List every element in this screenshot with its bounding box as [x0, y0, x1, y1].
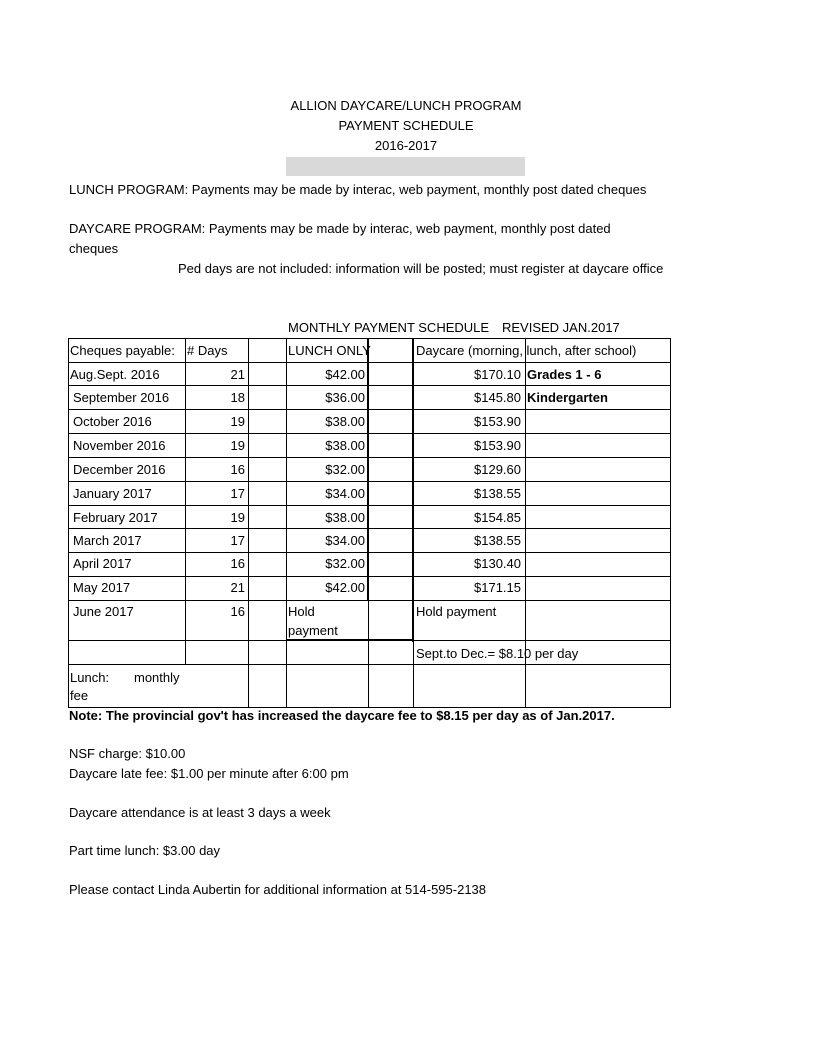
row-days: 19 [230, 438, 245, 453]
highlight-bar [286, 157, 525, 176]
row-lunch: $38.00 [325, 510, 365, 525]
row-days: 21 [230, 367, 245, 382]
row-daycare: $130.40 [474, 556, 521, 571]
row-month: October 2016 [73, 414, 152, 429]
nsf-charge: NSF charge: $10.00 [69, 746, 186, 761]
lunch-fee-fee: fee [70, 688, 89, 703]
school-year: 2016-2017 [374, 138, 438, 153]
schedule-heading: PAYMENT SCHEDULE [338, 118, 474, 133]
row-lunch: $32.00 [325, 462, 365, 477]
row-days: 17 [230, 533, 245, 548]
program-title: ALLION DAYCARE/LUNCH PROGRAM [290, 98, 522, 113]
daycare-payment-info: DAYCARE PROGRAM: Payments may be made by interac, web payment, monthly post dated [69, 221, 611, 236]
row-days: 18 [230, 390, 245, 405]
row-daycare: $145.80 [474, 390, 521, 405]
lunch-fee-label: Lunch: [70, 670, 110, 685]
late-fee: Daycare late fee: $1.00 per minute after 6:00 pm [69, 766, 349, 781]
lunch-hold: Hold [288, 604, 315, 619]
row-lunch: $34.00 [325, 486, 365, 501]
row-month: Aug.Sept. 2016 [70, 367, 160, 382]
row-month: November 2016 [73, 438, 166, 453]
row-month: December 2016 [73, 462, 166, 477]
row-month: April 2017 [73, 556, 132, 571]
row-daycare: $153.90 [474, 438, 521, 453]
row-days: 16 [230, 462, 245, 477]
row-lunch: $34.00 [325, 533, 365, 548]
row-month: September 2016 [73, 390, 170, 405]
lunch-fee-monthly: monthly [134, 670, 180, 685]
ped-days-note: Ped days are not included: information will be posted; must register at daycare office [178, 261, 664, 276]
row-lunch: $38.00 [325, 414, 365, 429]
row-daycare: $129.60 [474, 462, 521, 477]
row-month: February 2017 [73, 510, 158, 525]
contact-info: Please contact Linda Aubertin for additional information at 514-595-2138 [69, 882, 487, 897]
row-month: January 2017 [73, 486, 152, 501]
row-month: June 2017 [73, 604, 134, 619]
row-daycare: $153.90 [474, 414, 521, 429]
header-cheques-payable: Cheques payable: [70, 343, 175, 358]
header-days: # Days [187, 343, 228, 358]
row-lunch: $42.00 [325, 367, 365, 382]
monthly-schedule-title: MONTHLY PAYMENT SCHEDULE [288, 320, 490, 335]
row-daycare: $138.55 [474, 533, 521, 548]
row-month: May 2017 [73, 580, 131, 595]
row-daycare: $154.85 [474, 510, 521, 525]
row-lunch: $38.00 [325, 438, 365, 453]
row-days: 19 [230, 510, 245, 525]
row-note: Grades 1 - 6 [527, 367, 602, 382]
rate-note: Sept.to Dec.= $8.10 per day [416, 646, 579, 661]
row-days: 16 [230, 556, 245, 571]
lunch-payment-info: LUNCH PROGRAM: Payments may be made by interac, web payment, monthly post dated cheques [69, 182, 647, 197]
daycare-hold-payment: Hold payment [416, 604, 497, 619]
daycare-payment-info-cont: cheques [69, 241, 119, 256]
revised-label: REVISED JAN.2017 [502, 320, 620, 335]
row-month: March 2017 [73, 533, 142, 548]
row-days: 19 [230, 414, 245, 429]
row-lunch: $42.00 [325, 580, 365, 595]
header-daycare: Daycare (morning, lunch, after school) [416, 343, 637, 358]
row-lunch: $32.00 [325, 556, 365, 571]
row-days: 16 [230, 604, 245, 619]
part-time-lunch: Part time lunch: $3.00 day [69, 843, 221, 858]
attendance-note: Daycare attendance is at least 3 days a week [69, 805, 331, 820]
row-note: Kindergarten [527, 390, 608, 405]
payment-table [68, 338, 671, 708]
row-daycare: $171.15 [474, 580, 521, 595]
row-daycare: $170.10 [474, 367, 521, 382]
row-days: 21 [230, 580, 245, 595]
row-lunch: $36.00 [325, 390, 365, 405]
row-days: 17 [230, 486, 245, 501]
header-lunch-only: LUNCH ONLY [288, 343, 371, 358]
row-daycare: $138.55 [474, 486, 521, 501]
lunch-hold-payment: payment [288, 623, 338, 638]
provincial-fee-note: Note: The provincial gov't has increased the daycare fee to $8.15 per day as of Jan.2017. [69, 708, 615, 723]
